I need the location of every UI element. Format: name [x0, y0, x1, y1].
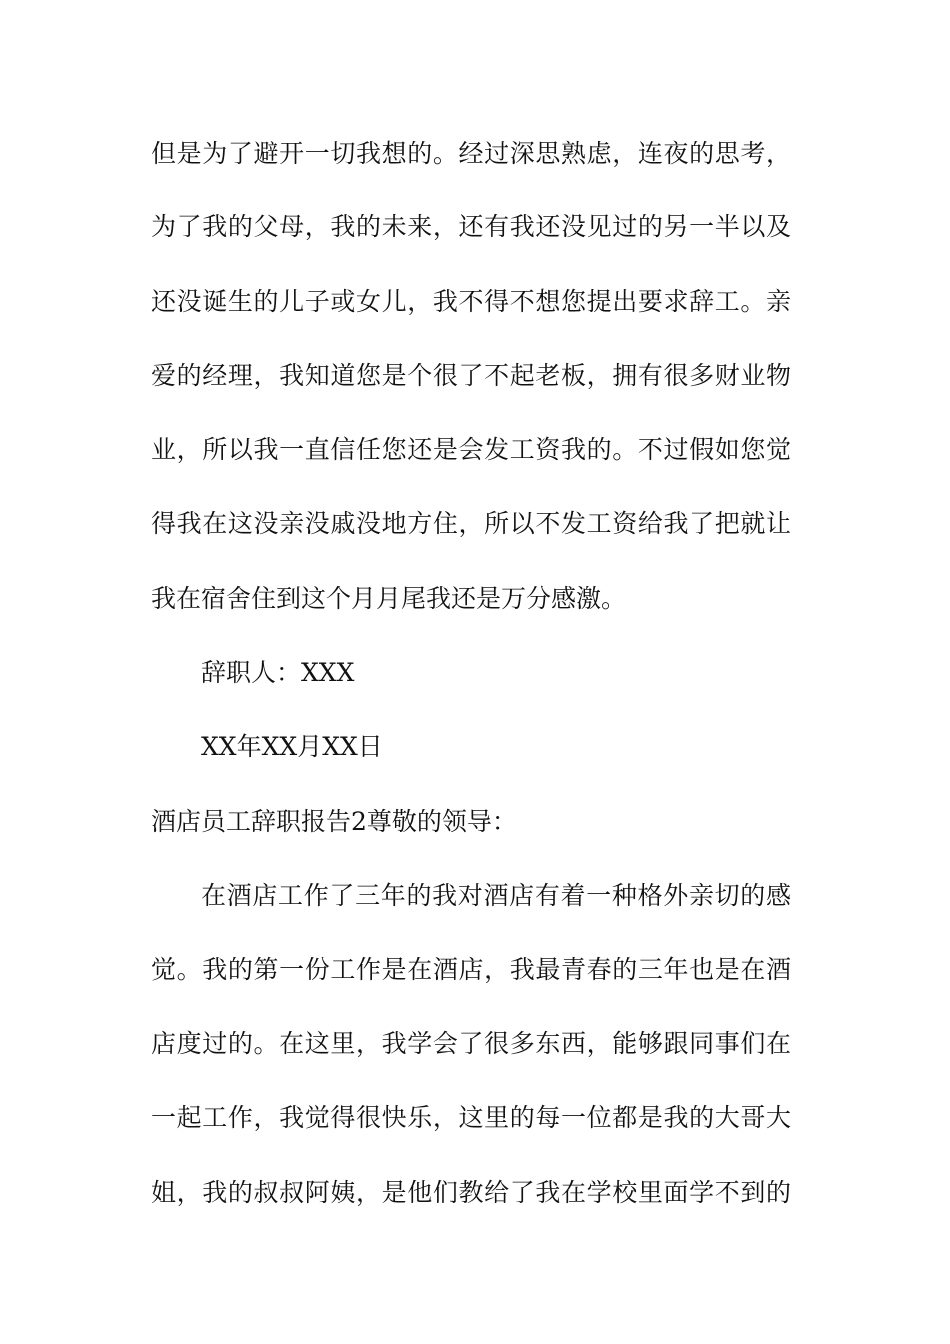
text-line-5: 业，所以我一直信任您还是会发工资我的。不过假如您觉: [151, 435, 791, 464]
text-line-12: 觉。我的第一份工作是在酒店，我最青春的三年也是在酒: [151, 955, 791, 984]
text-line-13: 店度过的。在这里，我学会了很多东西，能够跟同事们在: [151, 1029, 791, 1058]
section-heading: 酒店员工辞职报告2尊敬的领导：: [151, 807, 517, 836]
text-line-3: 还没诞生的儿子或女儿，我不得不想您提出要求辞工。亲: [151, 287, 791, 316]
text-line-6: 得我在这没亲没戚没地方住，所以不发工资给我了把就让: [151, 509, 791, 538]
signature-date: XX年XX月XX日: [201, 732, 383, 761]
text-line-7: 我在宿舍住到这个月月尾我还是万分感激。: [151, 584, 627, 613]
signature-name: 辞职人：XXX: [201, 658, 355, 687]
text-line-1: 但是为了避开一切我想的。经过深思熟虑，连夜的思考，: [151, 139, 791, 168]
text-line-4: 爱的经理，我知道您是个很了不起老板，拥有很多财业物: [151, 361, 791, 390]
text-line-14: 一起工作，我觉得很快乐，这里的每一位都是我的大哥大: [151, 1103, 791, 1132]
text-line-11: 在酒店工作了三年的我对酒店有着一种格外亲切的感: [201, 881, 791, 910]
text-line-2: 为了我的父母，我的未来，还有我还没见过的另一半以及: [151, 212, 791, 241]
text-line-15: 姐，我的叔叔阿姨，是他们教给了我在学校里面学不到的: [151, 1178, 791, 1207]
